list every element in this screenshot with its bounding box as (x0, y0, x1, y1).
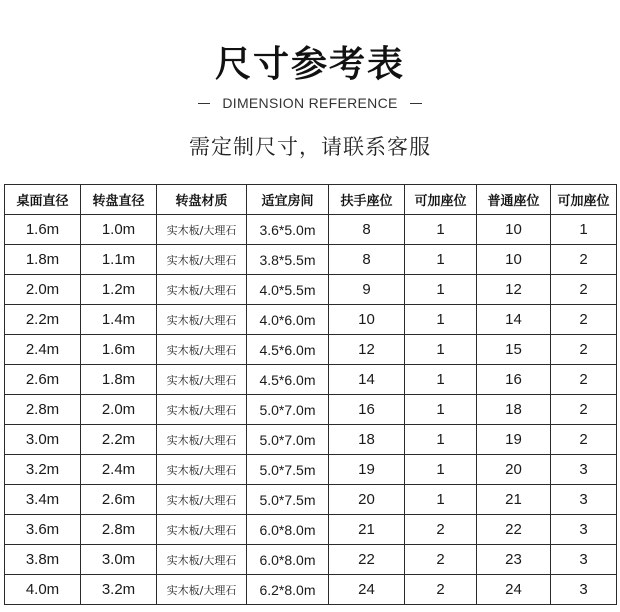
extra-seats-cell: 1 (405, 365, 477, 395)
table-diameter-cell: 1.8m (5, 245, 81, 275)
turntable-diameter-cell: 2.2m (81, 425, 157, 455)
standard-extra-seats-cell: 3 (551, 545, 617, 575)
extra-seats-cell: 1 (405, 455, 477, 485)
armchair-seats-cell: 8 (329, 215, 405, 245)
extra-seats-cell: 1 (405, 275, 477, 305)
room-size-cell: 3.6*5.0m (247, 215, 329, 245)
turntable-diameter-cell: 1.8m (81, 365, 157, 395)
armchair-seats-cell: 24 (329, 575, 405, 605)
standard-extra-seats-cell: 2 (551, 305, 617, 335)
column-header: 普通座位 (477, 185, 551, 215)
subtitle-text: DIMENSION REFERENCE (222, 95, 398, 111)
table-row (5, 365, 617, 395)
standard-extra-seats-cell: 2 (551, 425, 617, 455)
standard-seats-cell: 24 (477, 575, 551, 605)
table-diameter-cell: 2.0m (5, 275, 81, 305)
column-header: 转盘直径 (81, 185, 157, 215)
room-size-cell: 4.0*6.0m (247, 305, 329, 335)
extra-seats-cell: 2 (405, 575, 477, 605)
table-row (5, 305, 617, 335)
standard-extra-seats-cell: 3 (551, 515, 617, 545)
column-header: 转盘材质 (157, 185, 247, 215)
armchair-seats-cell: 18 (329, 425, 405, 455)
table-row (5, 515, 617, 545)
room-size-cell: 5.0*7.5m (247, 485, 329, 515)
standard-extra-seats-cell: 2 (551, 335, 617, 365)
table-row (5, 245, 617, 275)
armchair-seats-cell: 22 (329, 545, 405, 575)
table-row (5, 395, 617, 425)
turntable-diameter-cell: 3.2m (81, 575, 157, 605)
extra-seats-cell: 1 (405, 335, 477, 365)
room-size-cell: 6.0*8.0m (247, 515, 329, 545)
standard-extra-seats-cell: 1 (551, 215, 617, 245)
column-header: 可加座位 (405, 185, 477, 215)
armchair-seats-cell: 10 (329, 305, 405, 335)
turntable-diameter-cell: 1.2m (81, 275, 157, 305)
standard-extra-seats-cell: 2 (551, 245, 617, 275)
armchair-seats-cell: 12 (329, 335, 405, 365)
subtitle-dash-left (198, 103, 210, 104)
turntable-diameter-cell: 3.0m (81, 545, 157, 575)
table-diameter-cell: 2.8m (5, 395, 81, 425)
extra-seats-cell: 1 (405, 485, 477, 515)
extra-seats-cell: 1 (405, 305, 477, 335)
room-size-cell: 4.5*6.0m (247, 365, 329, 395)
extra-seats-cell: 1 (405, 245, 477, 275)
standard-seats-cell: 19 (477, 425, 551, 455)
room-size-cell: 6.0*8.0m (247, 545, 329, 575)
standard-seats-cell: 16 (477, 365, 551, 395)
standard-seats-cell: 15 (477, 335, 551, 365)
standard-seats-cell: 10 (477, 215, 551, 245)
turntable-material-cell: 实木板/大理石 (157, 545, 247, 575)
extra-seats-cell: 2 (405, 545, 477, 575)
turntable-diameter-cell: 1.1m (81, 245, 157, 275)
column-header: 扶手座位 (329, 185, 405, 215)
standard-extra-seats-cell: 3 (551, 575, 617, 605)
custom-size-note: 需定制尺寸，请联系客服 (189, 135, 431, 159)
turntable-diameter-cell: 2.8m (81, 515, 157, 545)
table-row (5, 275, 617, 305)
subtitle-dash-right (410, 103, 422, 104)
extra-seats-cell: 2 (405, 515, 477, 545)
turntable-material-cell: 实木板/大理石 (157, 215, 247, 245)
standard-extra-seats-cell: 2 (551, 395, 617, 425)
table-diameter-cell: 1.6m (5, 215, 81, 245)
standard-extra-seats-cell: 3 (551, 455, 617, 485)
table-diameter-cell: 3.4m (5, 485, 81, 515)
room-size-cell: 4.5*6.0m (247, 335, 329, 365)
turntable-material-cell: 实木板/大理石 (157, 335, 247, 365)
table-diameter-cell: 2.4m (5, 335, 81, 365)
turntable-diameter-cell: 2.4m (81, 455, 157, 485)
column-header: 桌面直径 (5, 185, 81, 215)
standard-seats-cell: 23 (477, 545, 551, 575)
table-row (5, 455, 617, 485)
armchair-seats-cell: 16 (329, 395, 405, 425)
table-diameter-cell: 3.8m (5, 545, 81, 575)
subtitle-row (0, 93, 620, 113)
turntable-material-cell: 实木板/大理石 (157, 455, 247, 485)
table-row (5, 545, 617, 575)
room-size-cell: 3.8*5.5m (247, 245, 329, 275)
turntable-diameter-cell: 2.6m (81, 485, 157, 515)
table-diameter-cell: 4.0m (5, 575, 81, 605)
armchair-seats-cell: 8 (329, 245, 405, 275)
table-diameter-cell: 3.2m (5, 455, 81, 485)
table-diameter-cell: 2.2m (5, 305, 81, 335)
turntable-material-cell: 实木板/大理石 (157, 515, 247, 545)
standard-seats-cell: 12 (477, 275, 551, 305)
standard-extra-seats-cell: 2 (551, 275, 617, 305)
turntable-material-cell: 实木板/大理石 (157, 245, 247, 275)
standard-seats-cell: 18 (477, 395, 551, 425)
turntable-material-cell: 实木板/大理石 (157, 305, 247, 335)
standard-seats-cell: 10 (477, 245, 551, 275)
table-row (5, 575, 617, 605)
armchair-seats-cell: 19 (329, 455, 405, 485)
room-size-cell: 5.0*7.0m (247, 395, 329, 425)
turntable-material-cell: 实木板/大理石 (157, 395, 247, 425)
standard-seats-cell: 20 (477, 455, 551, 485)
armchair-seats-cell: 14 (329, 365, 405, 395)
standard-seats-cell: 22 (477, 515, 551, 545)
turntable-diameter-cell: 2.0m (81, 395, 157, 425)
page-title: 尺寸参考表 (214, 43, 405, 85)
extra-seats-cell: 1 (405, 215, 477, 245)
table-row (5, 425, 617, 455)
column-header: 适宜房间 (247, 185, 329, 215)
turntable-material-cell: 实木板/大理石 (157, 275, 247, 305)
column-header: 可加座位 (551, 185, 617, 215)
room-size-cell: 5.0*7.5m (247, 455, 329, 485)
turntable-material-cell: 实木板/大理石 (157, 425, 247, 455)
standard-seats-cell: 14 (477, 305, 551, 335)
armchair-seats-cell: 20 (329, 485, 405, 515)
turntable-diameter-cell: 1.4m (81, 305, 157, 335)
turntable-material-cell: 实木板/大理石 (157, 485, 247, 515)
room-size-cell: 5.0*7.0m (247, 425, 329, 455)
turntable-material-cell: 实木板/大理石 (157, 365, 247, 395)
dimension-table (4, 184, 617, 605)
table-row (5, 335, 617, 365)
extra-seats-cell: 1 (405, 395, 477, 425)
armchair-seats-cell: 21 (329, 515, 405, 545)
table-body (5, 215, 617, 605)
turntable-diameter-cell: 1.0m (81, 215, 157, 245)
extra-seats-cell: 1 (405, 425, 477, 455)
turntable-material-cell: 实木板/大理石 (157, 575, 247, 605)
room-size-cell: 4.0*5.5m (247, 275, 329, 305)
table-diameter-cell: 3.0m (5, 425, 81, 455)
table-diameter-cell: 3.6m (5, 515, 81, 545)
room-size-cell: 6.2*8.0m (247, 575, 329, 605)
table-header-row (5, 185, 617, 215)
turntable-diameter-cell: 1.6m (81, 335, 157, 365)
standard-extra-seats-cell: 2 (551, 365, 617, 395)
standard-extra-seats-cell: 3 (551, 485, 617, 515)
armchair-seats-cell: 9 (329, 275, 405, 305)
table-row (5, 485, 617, 515)
standard-seats-cell: 21 (477, 485, 551, 515)
table-row (5, 215, 617, 245)
table-diameter-cell: 2.6m (5, 365, 81, 395)
